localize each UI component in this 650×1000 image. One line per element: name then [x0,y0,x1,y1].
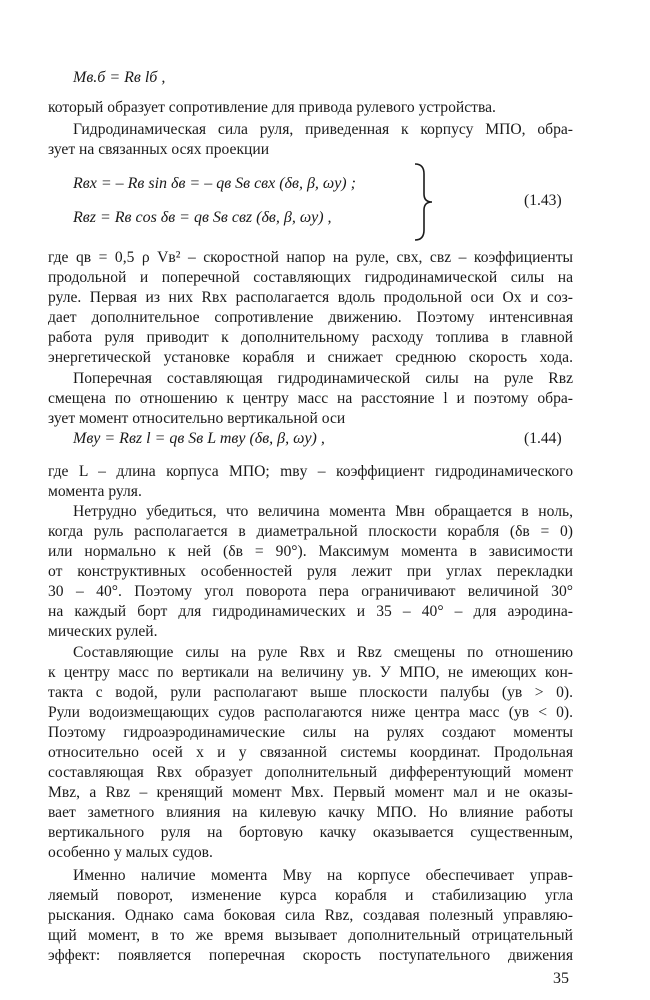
text-line: руле. Первая из них Rвx располагается вдоль продольной оси Ox и соз- [48,289,573,306]
text-line: где qв = 0,5 ρ Vв² – скоростной напор на руле, cвx, cвz – коэффициенты [48,249,573,266]
text-line: эффект: появляется поперечная скорость поступательного движения [48,947,573,964]
text-line: рыскания. Однако сама боковая сила Rвz, создавая полезный управляю- [48,907,573,924]
text-line: Нетрудно убедиться, что величина момента Mвн обращается в ноль, [73,503,573,520]
text-line: или нормально к ней (δв = 90°). Максимум момента в зависимости [48,543,573,560]
text-line: продольной и поперечной составляющих гидродинамической силы на [48,269,573,286]
equation-1-43-line-1: Rвx = – Rв sin δв = – qв Sв cвx (δв, β, ωy) ; [73,175,356,192]
text-line: Рули водоизмещающих судов располагаются ниже центра масс (yв < 0). [48,704,573,721]
text-line: энергетической установке корабля и снижает среднюю скорость хода. [48,349,573,366]
right-brace-icon [412,162,436,242]
text-line: Поэтому гидроаэродинамические силы на рулях создают моменты [48,724,573,741]
text-line: Составляющие силы на руле Rвx и Rвz смещены по отношению [73,644,573,661]
page-number: 35 [553,970,569,987]
text-line: к центру масс по вертикали на величину yв. У МПО, не имеющих кон- [48,664,573,681]
formula-mvb: Mв.б = Rв lб , [73,69,166,86]
text-line: работа руля приводит к дополнительному расходу топлива в главной [48,329,573,346]
text-line: зует момент относительно вертикальной оси [48,410,346,427]
text-line: ляемый поворот, изменение курса корабля и стабилизацию угла [48,887,573,904]
text-line: мических рулей. [48,623,158,640]
text-line: особенно у малых судов. [48,844,213,861]
text-line: относительно осей x и y связанной системы координат. Продольная [48,744,573,761]
text-line: такта с водой, рули располагают выше плоскости палубы (yв > 0). [48,684,573,701]
text-line: составляющая Rвx образует дополнительный дифферентующий момент [48,764,573,781]
text-line: где L – длина корпуса МПО; mвy – коэффициент гидродинамического [48,463,573,480]
text-line: момента руля. [48,483,142,500]
text-line: который образует сопротивление для привода рулевого устройства. [48,99,496,116]
equation-1-44: Mвy = Rвz l = qв Sв L mвy (δв, β, ωy) , [73,430,325,447]
text-line: от конструктивных особенностей руля лежит при углах перекладки [48,563,573,580]
text-line: вает заметного влияния на килевую качку МПО. Но влияние работы [48,804,573,821]
text-line: когда руль располагается в диаметральной плоскости корабля (δв = 0) [48,523,573,540]
text-line: Гидродинамическая сила руля, приведенная к корпусу МПО, обра- [73,121,573,138]
text-line: Mвz, а Rвz – кренящий момент Mвx. Первый момент мал и не оказы- [48,784,573,801]
text-line: Именно наличие момента Mвy на корпусе обеспечивает управ- [73,867,573,884]
text-line: зует на связанных осях проекции [48,141,270,158]
text-line: щий момент, в то же время вызывает дополнительный отрицательный [48,927,573,944]
text-line: на каждый борт для гидродинамических и 35 – 40° – для аэродина- [48,603,573,620]
equation-number-1-43: (1.43) [524,192,562,209]
text-line: 30 – 40°. Поэтому угол поворота пера ограничивают величиной 30° [48,583,573,600]
text-line: Поперечная составляющая гидродинамической силы на руле Rвz [73,370,573,387]
text-line: вертикального руля на бортовую качку оказывается существенным, [48,824,573,841]
text-line: дает дополнительное сопротивление движению. Поэтому интенсивная [48,309,573,326]
text-line: смещена по отношению к центру масс на расстояние l и поэтому обра- [48,390,573,407]
equation-1-43-line-2: Rвz = Rв cos δв = qв Sв cвz (δв, β, ωy) , [73,209,332,226]
equation-number-1-44: (1.44) [524,430,562,447]
